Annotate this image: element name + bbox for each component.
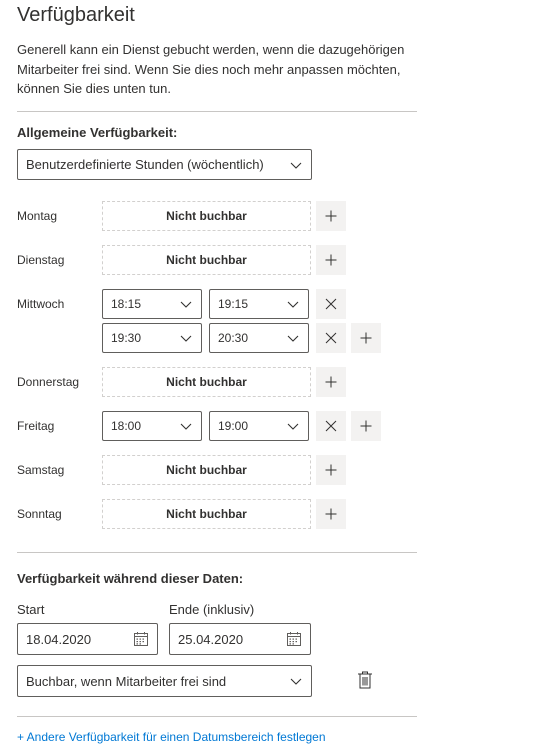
add-icon (325, 376, 337, 388)
wednesday-slot1-remove-button[interactable] (316, 289, 346, 319)
add-icon (360, 332, 372, 344)
saturday-add-button[interactable] (316, 455, 346, 485)
start-date-label: Start (17, 602, 45, 617)
time-value: 19:00 (218, 419, 249, 433)
page-description: Generell kann ein Dienst gebucht werden, wenn die dazugehörigen Mitarbeiter frei sind. Wenn Sie dies noch mehr anpassen möchten, können Sie dies unten tun. (17, 42, 405, 96)
end-date-field[interactable] (169, 623, 311, 655)
time-value: 18:15 (111, 297, 142, 311)
wednesday-slot1-end-select[interactable] (209, 289, 309, 319)
add-icon (325, 508, 337, 520)
close-icon (325, 332, 337, 344)
time-value: 19:30 (111, 331, 142, 345)
divider (17, 552, 417, 553)
end-date-label: Ende (inklusiv) (169, 602, 255, 617)
trash-icon (356, 670, 374, 690)
page-title: Verfügbarkeit (17, 4, 135, 26)
divider (17, 111, 417, 112)
add-date-range-link[interactable]: + Andere Verfügbarkeit für einen Datumsbereich festlegen (17, 730, 326, 744)
time-value: 20:30 (218, 331, 249, 345)
friday-add-button[interactable] (351, 411, 381, 441)
tuesday-not-bookable: Nicht buchbar (102, 245, 311, 275)
add-icon (325, 464, 337, 476)
wednesday-slot2-end-select[interactable] (209, 323, 309, 353)
booking-mode-dropdown[interactable] (17, 665, 312, 697)
sunday-not-bookable: Nicht buchbar (102, 499, 311, 529)
wednesday-slot1-start-select[interactable] (102, 289, 202, 319)
chevron-down-icon (179, 331, 193, 345)
time-value: 18:00 (111, 419, 142, 433)
general-availability-label: Allgemeine Verfügbarkeit: (17, 125, 178, 140)
saturday-not-bookable: Nicht buchbar (102, 455, 311, 485)
general-availability-value: Benutzerdefinierte Stunden (wöchentlich) (26, 157, 264, 172)
general-availability-dropdown[interactable] (17, 149, 312, 180)
start-date-value: 18.04.2020 (26, 631, 92, 647)
close-icon (325, 298, 337, 310)
chevron-down-icon (286, 419, 300, 433)
monday-not-bookable: Nicht buchbar (102, 201, 311, 231)
day-label-wednesday: Mittwoch (17, 297, 65, 311)
divider (17, 716, 417, 717)
add-icon (325, 210, 337, 222)
monday-add-button[interactable] (316, 201, 346, 231)
wednesday-slot2-remove-button[interactable] (316, 323, 346, 353)
end-date-value: 25.04.2020 (178, 631, 244, 647)
day-label-saturday: Samstag (17, 463, 65, 477)
add-icon (360, 420, 372, 432)
time-value: 19:15 (218, 297, 249, 311)
chevron-down-icon (289, 674, 303, 688)
day-label-thursday: Donnerstag (17, 375, 80, 389)
calendar-icon[interactable] (286, 631, 302, 647)
day-label-sunday: Sonntag (17, 507, 62, 521)
friday-slot1-remove-button[interactable] (316, 411, 346, 441)
day-label-monday: Montag (17, 209, 58, 223)
date-range-label: Verfügbarkeit während dieser Daten: (17, 571, 244, 586)
start-date-field[interactable] (17, 623, 158, 655)
wednesday-add-button[interactable] (351, 323, 381, 353)
close-icon (325, 420, 337, 432)
booking-mode-value: Buchbar, wenn Mitarbeiter frei sind (26, 673, 227, 689)
chevron-down-icon (179, 419, 193, 433)
delete-date-range-button[interactable] (356, 670, 374, 690)
day-label-tuesday: Dienstag (17, 253, 65, 267)
day-label-friday: Freitag (17, 419, 55, 433)
chevron-down-icon (286, 331, 300, 345)
chevron-down-icon (179, 297, 193, 311)
friday-slot1-start-select[interactable] (102, 411, 202, 441)
tuesday-add-button[interactable] (316, 245, 346, 275)
sunday-add-button[interactable] (316, 499, 346, 529)
calendar-icon[interactable] (133, 631, 149, 647)
thursday-not-bookable: Nicht buchbar (102, 367, 311, 397)
wednesday-slot2-start-select[interactable] (102, 323, 202, 353)
add-icon (325, 254, 337, 266)
chevron-down-icon (286, 297, 300, 311)
chevron-down-icon (289, 158, 303, 172)
thursday-add-button[interactable] (316, 367, 346, 397)
friday-slot1-end-select[interactable] (209, 411, 309, 441)
